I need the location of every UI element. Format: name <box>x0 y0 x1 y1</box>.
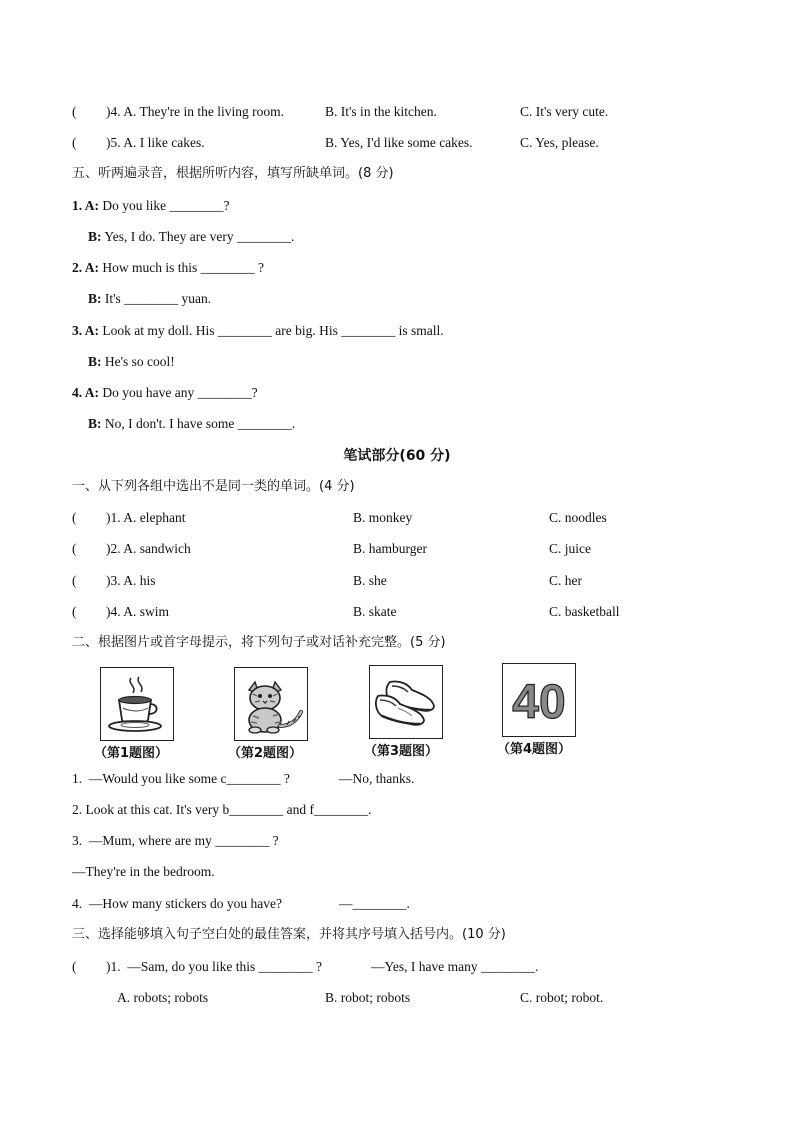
fill-line: 1. —Would you like some c________ ? <box>72 771 290 786</box>
option-b: B. skate <box>353 604 397 619</box>
section-heading: 五、听两遍录音，根据所听内容，填写所缺单词。(8 分) <box>72 166 394 181</box>
question-text: )1. —Sam, do you like this ________ ? <box>106 959 322 974</box>
paren-open: ( <box>72 604 77 619</box>
speaker-label: B: <box>88 416 102 431</box>
fill-line-reply: —No, thanks. <box>339 771 415 786</box>
dialog-line <box>88 416 295 432</box>
speaker-label: 2. A: <box>72 260 99 275</box>
paren-open: ( <box>72 104 77 119</box>
image-caption: （第2题图） <box>228 746 303 761</box>
dialog-line <box>72 260 264 276</box>
dialog-line <box>72 385 258 401</box>
paren-open: ( <box>72 135 77 150</box>
option-b: B. hamburger <box>353 541 427 556</box>
section-heading: 一、从下列各组中选出不是同一类的单词。(4 分) <box>72 479 355 494</box>
speaker-label: 1. A: <box>72 198 99 213</box>
question-text: )1. A. elephant <box>106 510 186 525</box>
dialog-text: Look at my doll. His ________ are big. His ________ is small. <box>99 323 444 338</box>
fill-line: 2. Look at this cat. It's very b________ and f________. <box>72 802 372 817</box>
section-heading: 二、根据图片或首字母提示，将下列句子或对话补充完整。(5 分) <box>72 635 446 650</box>
question-text: )4. A. They're in the living room. <box>106 104 285 119</box>
paren-open: ( <box>72 510 77 525</box>
dialog-text: He's so cool! <box>101 354 175 369</box>
dialog-text: It's ________ yuan. <box>101 291 212 306</box>
dialog-text: No, I don't. I have some ________. <box>101 416 296 431</box>
speaker-label: 4. A: <box>72 385 99 400</box>
image-caption: （第1题图） <box>94 746 169 761</box>
option-c: C. juice <box>549 541 591 556</box>
dialog-line <box>88 291 211 307</box>
question-text: )3. A. his <box>106 573 156 588</box>
speaker-label: B: <box>88 354 102 369</box>
option-b: B. she <box>353 573 387 588</box>
dialog-text: How much is this ________ ? <box>99 260 264 275</box>
option-c: C. robot; robot. <box>520 990 604 1005</box>
fill-line-reply: —________. <box>339 896 410 911</box>
paren-open: ( <box>72 541 77 556</box>
dialog-text: Do you like ________? <box>99 198 230 213</box>
dialog-text: Do you have any ________? <box>99 385 258 400</box>
question-text: )4. A. swim <box>106 604 170 619</box>
option-c: C. her <box>549 573 582 588</box>
coffee-cup-icon <box>100 667 174 741</box>
option-c: C. basketball <box>549 604 620 619</box>
fill-line: 4. —How many stickers do you have? <box>72 896 282 911</box>
paren-open: ( <box>72 959 77 974</box>
number-forty-text: 40 <box>512 676 566 729</box>
question-reply: —Yes, I have many ________. <box>371 959 539 974</box>
question-text: )5. A. I like cakes. <box>106 135 205 150</box>
option-c: C. It's very cute. <box>520 104 609 119</box>
section-heading: 三、选择能够填入句子空白处的最佳答案，并将其序号填入括号内。(10 分) <box>72 927 506 942</box>
speaker-label: B: <box>88 291 102 306</box>
option-b: B. monkey <box>353 510 413 525</box>
dialog-line <box>72 323 444 339</box>
image-caption: （第4题图） <box>497 742 572 757</box>
number-forty-icon <box>502 663 576 737</box>
option-b: B. It's in the kitchen. <box>325 104 437 119</box>
speaker-label: B: <box>88 229 102 244</box>
option-b: B. robot; robots <box>325 990 411 1005</box>
cat-icon <box>234 667 308 741</box>
image-caption: （第3题图） <box>364 744 439 759</box>
fill-line: —They're in the bedroom. <box>72 864 215 879</box>
dialog-line <box>88 229 294 245</box>
question-text: )2. A. sandwich <box>106 541 191 556</box>
option-c: C. Yes, please. <box>520 135 599 150</box>
paren-open: ( <box>72 573 77 588</box>
speaker-label: 3. A: <box>72 323 99 338</box>
written-part-title: 笔试部分(60 分) <box>343 448 451 464</box>
fill-line: 3. —Mum, where are my ________ ? <box>72 833 279 848</box>
dialog-line <box>88 354 175 370</box>
dialog-line <box>72 198 230 214</box>
dialog-text: Yes, I do. They are very ________. <box>101 229 295 244</box>
shoes-icon <box>369 665 443 739</box>
option-a: A. robots; robots <box>117 990 209 1005</box>
option-b: B. Yes, I'd like some cakes. <box>325 135 473 150</box>
option-c: C. noodles <box>549 510 607 525</box>
